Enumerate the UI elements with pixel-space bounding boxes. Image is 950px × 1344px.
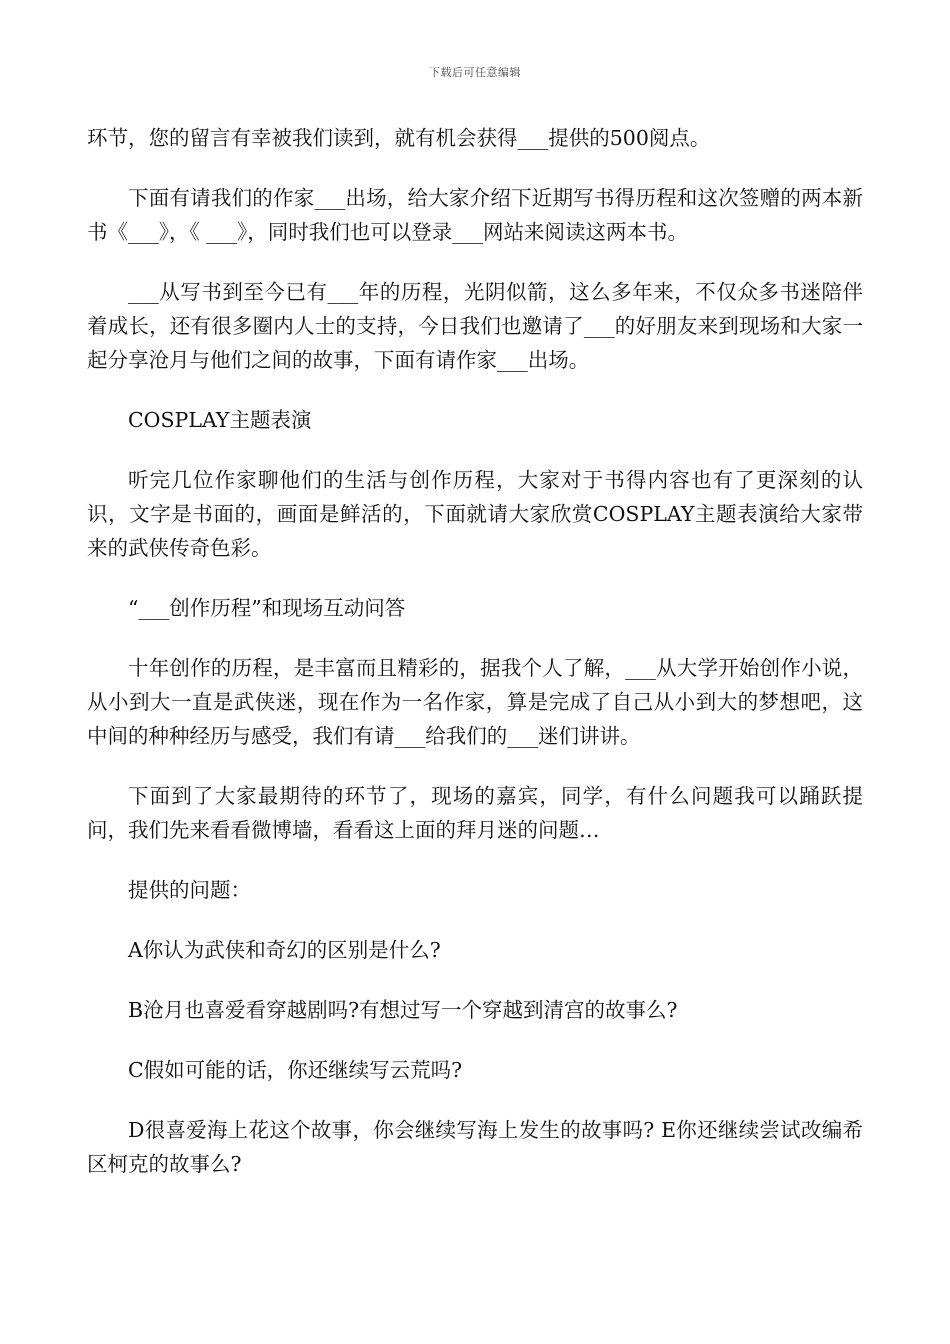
paragraph-5: 听完几位作家聊他们的生活与创作历程，大家对于书得内容也有了更深刻的认识，文字是书面的，画面是鲜活的，下面就请大家欣赏COSPLAY主题表演给大家带来的武侠传奇色彩。 <box>87 468 863 560</box>
paragraph-1: 环节，您的留言有幸被我们读到，就有机会获得___提供的500阅点。 <box>87 126 711 150</box>
section-heading-cosplay: COSPLAY主题表演 <box>128 408 312 432</box>
document-body <box>87 121 863 1181</box>
paragraph-8: 下面到了大家最期待的环节了，现场的嘉宾，同学，有什么问题我可以踊跃提问，我们先来看看微博墙，看看这上面的拜月迷的问题… <box>87 784 863 842</box>
paragraph-2: 下面有请我们的作家___出场，给大家介绍下近期写书得历程和这次签赠的两本新书《___》，《 ___》，同时我们也可以登录___网站来阅读这两本书。 <box>87 186 863 244</box>
question-b: B沧月也喜爱看穿越剧吗?有想过写一个穿越到清宫的故事么? <box>128 998 678 1022</box>
section-heading-qa: “___创作历程”和现场互动问答 <box>128 596 406 620</box>
question-a: A你认为武侠和奇幻的区别是什么? <box>128 938 441 962</box>
questions-label: 提供的问题： <box>128 878 251 902</box>
page-header: 下载后可任意编辑 <box>429 66 521 79</box>
question-d-e: D很喜爱海上花这个故事，你会继续写海上发生的故事吗? E你还继续尝试改编希区柯克的故事么? <box>87 1118 863 1176</box>
question-c: C假如可能的话，你还继续写云荒吗? <box>128 1058 463 1082</box>
paragraph-7: 十年创作的历程，是丰富而且精彩的，据我个人了解，___从大学开始创作小说，从小到大一直是武侠迷，现在作为一名作家，算是完成了自己从小到大的梦想吧，这中间的种种经历与感受，我们有请___给我们的___迷们讲讲。 <box>87 656 863 748</box>
paragraph-3: ___从写书到至今已有___年的历程，光阴似箭，这么多年来，不仅众多书迷陪伴着成长，还有很多圈内人士的支持，今日我们也邀请了___的好朋友来到现场和大家一起分享沧月与他们之间的故事，下面有请作家___出场。 <box>87 280 863 372</box>
